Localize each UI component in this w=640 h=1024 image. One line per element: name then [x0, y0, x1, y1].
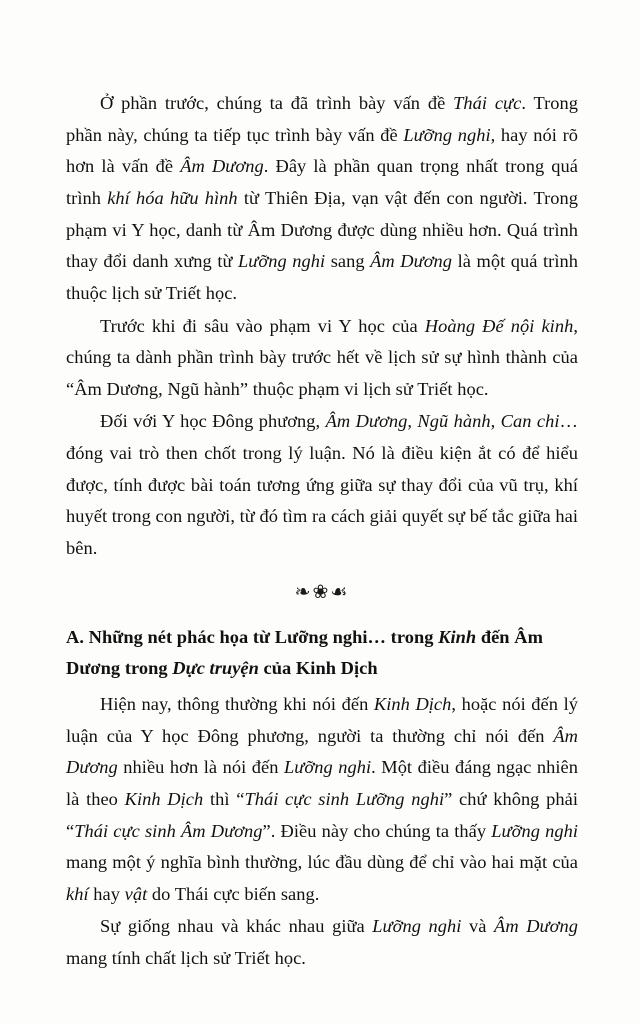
text-run: đến Âm Dương trong: [66, 626, 543, 679]
text-run: . Một điều đáng ngạc nhiên là theo: [66, 757, 578, 809]
text-run: , hay nói rõ hơn là vấn đề: [66, 124, 578, 177]
text-run: Kinh: [438, 626, 477, 647]
text-run: sang: [325, 251, 371, 272]
text-run: hay: [88, 883, 125, 904]
text-run: … đóng vai trò then chốt trong lý luận. Nó là điều kiện ắt có để hiểu được, tính được bài toán tương ứng giữa sự thay đổi của vũ trụ, khí huyết trong con người, từ đó tìm ra cách giải quyết sự bế tắc giữa hai bên.: [66, 411, 578, 558]
paragraph-4: [66, 689, 578, 911]
text-run: . Trong phần này, chúng ta tiếp tục trình bày vấn đề: [66, 93, 578, 145]
text-run: do Thái cực biến sang.: [147, 883, 320, 904]
paragraph-5: [66, 911, 578, 974]
text-run: là một quá trình thuộc lịch sử Triết học.: [66, 251, 578, 303]
paragraph-1: [66, 88, 578, 310]
text-run: Hiện nay, thông thường khi nói đến: [100, 693, 374, 714]
text-run: mang một ý nghĩa bình thường, lúc đầu dùng để chỉ vào hai mặt của: [66, 852, 578, 873]
text-run: Lưỡng nghi: [238, 251, 326, 272]
paragraph-3: [66, 406, 578, 564]
text-run: Lưỡng nghi: [403, 124, 491, 145]
text-run: , chúng ta dành phần trình bày trước hết về lịch sử sự hình thành của “Âm Dương, Ngũ hành” thuộc phạm vi lịch sử Triết học.: [66, 315, 578, 399]
text-run: Âm Dương, Ngũ hành, Can chi: [325, 411, 560, 432]
text-run: Âm Dương: [66, 725, 578, 778]
text-run: Kinh Dịch: [124, 788, 204, 809]
page-body: [66, 88, 578, 975]
text-run: khí hóa hữu hình: [107, 187, 238, 208]
text-run: Âm Dương: [370, 251, 453, 272]
text-run: Thái cực sinh Âm Dương: [74, 820, 263, 841]
text-run: nhiều hơn là nói đến: [117, 757, 284, 778]
ornament-divider: ❧❀☙: [294, 581, 350, 603]
text-run: Kinh Dịch: [373, 693, 452, 714]
text-run: thì “: [203, 788, 245, 809]
text-run: Thái cực: [453, 93, 522, 113]
paragraph-2: [66, 311, 578, 406]
text-run: khí: [66, 883, 89, 904]
text-run: mang tính chất lịch sử Triết học.: [66, 948, 306, 969]
text-run: ” chứ không phải “: [66, 788, 578, 841]
section-heading-a: [66, 622, 578, 685]
text-run: của Kinh Dịch: [258, 658, 378, 679]
text-run: và: [461, 916, 495, 937]
text-run: Thái cực sinh Lưỡng nghi: [244, 788, 445, 809]
text-run: Âm Dương: [494, 916, 578, 937]
text-run: Sự giống nhau và khác nhau giữa: [100, 916, 373, 937]
text-run: Trước khi đi sâu vào phạm vi Y học của: [100, 315, 425, 336]
text-run: Dực truyện: [172, 658, 259, 679]
text-run: Âm Dương: [180, 156, 264, 177]
text-run: Lưỡng nghi: [372, 916, 462, 937]
text-run: Lưỡng nghi: [491, 820, 578, 841]
text-run: Đối với Y học Đông phương,: [100, 411, 326, 432]
text-run: Ở phần trước, chúng ta đã trình bày vấn đề: [100, 93, 454, 113]
text-run: A. Những nét phác họa từ Lưỡng nghi… trong: [66, 626, 439, 647]
text-run: Lưỡng nghi: [283, 757, 372, 778]
text-run: Hoàng Đế nội kinh: [424, 315, 574, 336]
text-run: từ Thiên Địa, vạn vật đến con người. Trong phạm vi Y học, danh từ Âm Dương được dùng nhiều hơn. Quá trình thay đổi danh xưng từ: [66, 187, 578, 272]
text-run: ”. Điều này cho chúng ta thấy: [262, 820, 492, 841]
text-run: vật: [124, 883, 148, 904]
text-run: . Đây là phần quan trọng nhất trong quá trình: [66, 156, 579, 208]
text-run: , hoặc nói đến lý luận của Y học Đông phương, người ta thường chỉ nói đến: [66, 693, 578, 746]
